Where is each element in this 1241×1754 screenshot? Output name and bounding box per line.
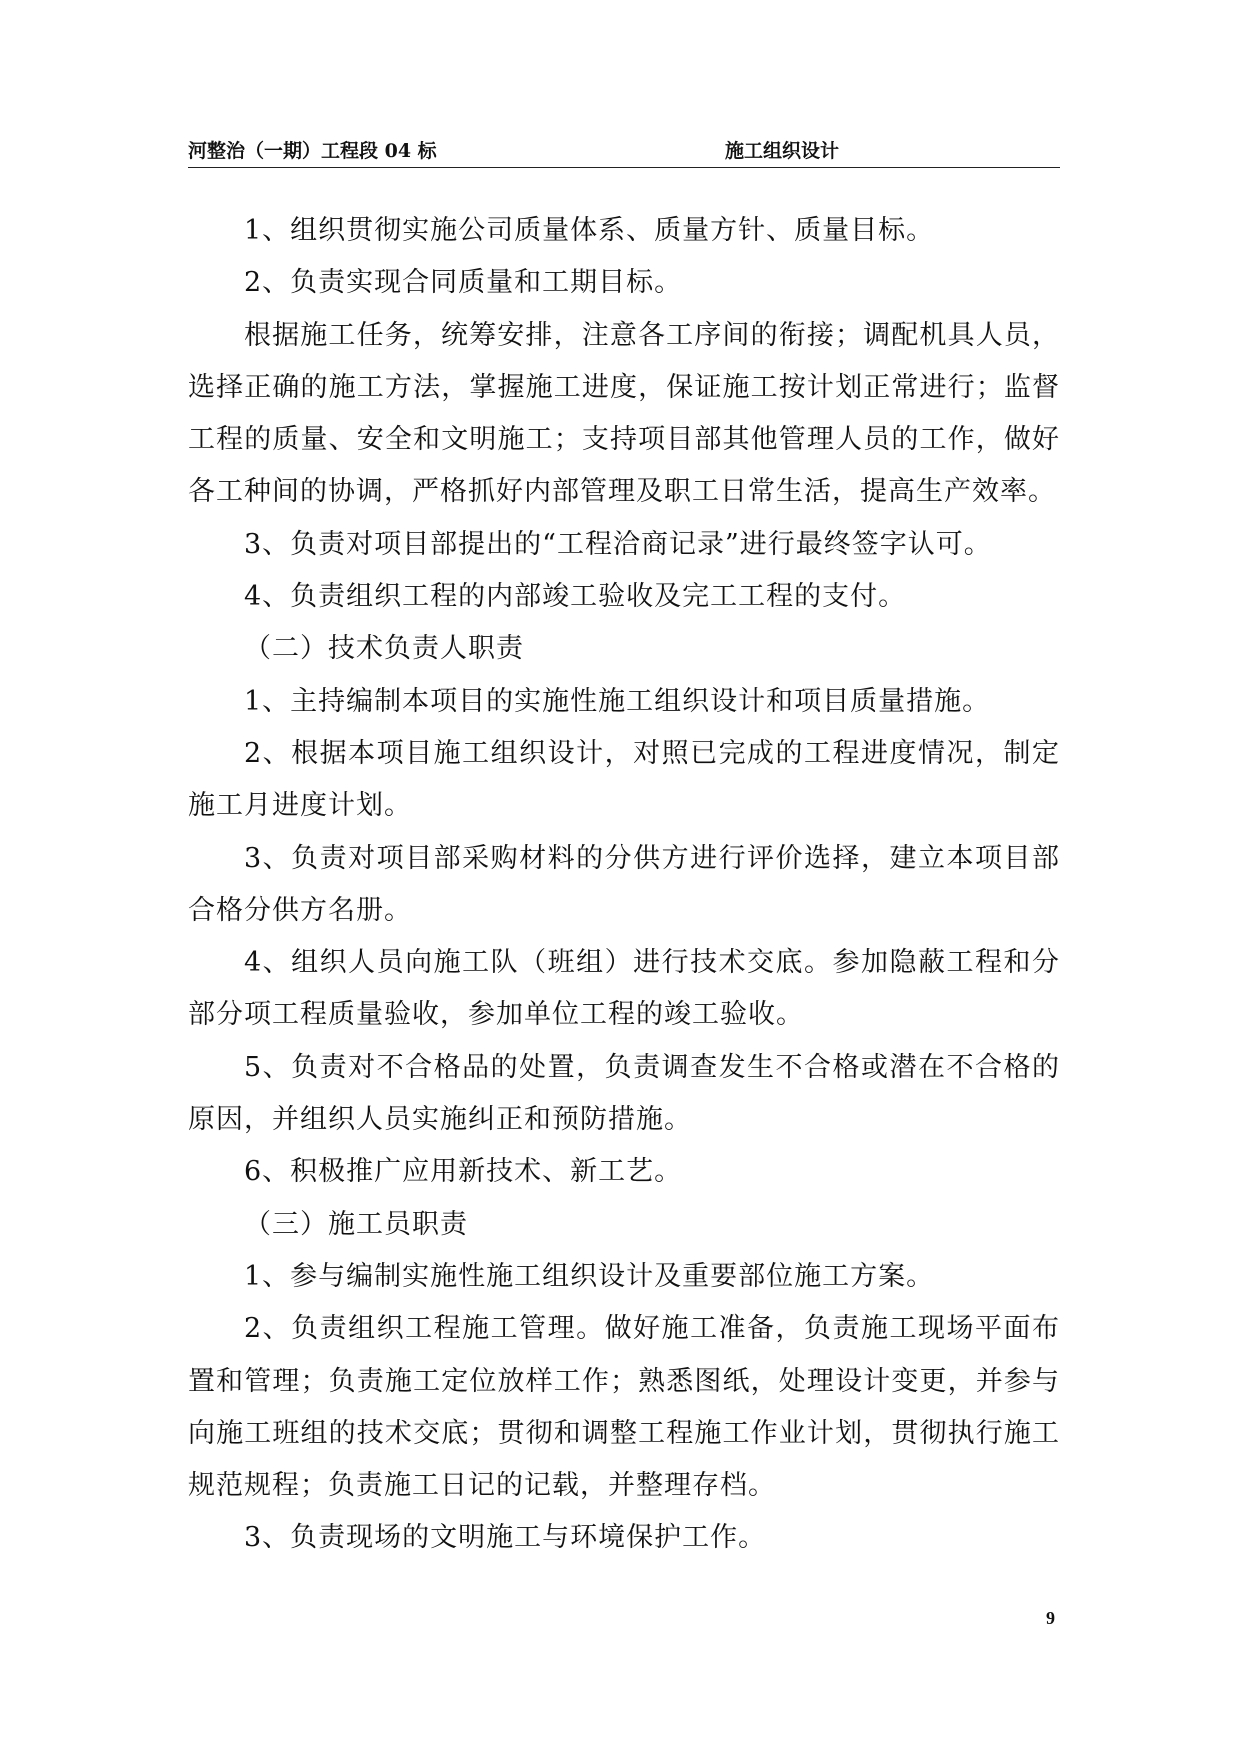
- paragraph-9: 3、负责对项目部采购材料的分供方进行评价选择，建立本项目部合格分供方名册。: [188, 842, 1060, 926]
- paragraph-2: 2、负责实现合同质量和工期目标。: [244, 267, 683, 299]
- paragraph-8: 2、根据本项目施工组织设计，对照已完成的工程进度情况，制定施工月进度计划。: [188, 737, 1060, 822]
- paragraph-5: 4、负责组织工程的内部竣工验收及完工工程的支付。: [244, 581, 907, 613]
- paragraph-12: 6、积极推广应用新技术、新工艺。: [244, 1156, 683, 1188]
- document-body: [188, 205, 1060, 1565]
- paragraph-16: 3、负责现场的文明施工与环境保护工作。: [244, 1522, 767, 1554]
- paragraph-10: 4、组织人员向施工队（班组）进行技术交底。参加隐蔽工程和分部分项工程质量验收，参加单位工程的竣工验收。: [188, 947, 1060, 1031]
- paragraph-1: 1、组织贯彻实施公司质量体系、质量方针、质量目标。: [244, 215, 935, 246]
- section-heading-construction-staff: （三）施工员职责: [244, 1208, 468, 1240]
- page-header: [188, 138, 1060, 168]
- paragraph-15: 2、负责组织工程施工管理。做好施工准备，负责施工现场平面布置和管理；负责施工定位放样工作；熟悉图纸，处理设计变更，并参与向施工班组的技术交底；贯彻和调整工程施工作业计划，贯彻执行施工规范规程；负责施工日记的记载，并整理存档。: [188, 1313, 1060, 1502]
- header-project-title: 河整治（一期）工程段 04 标: [188, 140, 437, 162]
- header-document-type: 施工组织设计: [725, 140, 840, 162]
- paragraph-7: 1、主持编制本项目的实施性施工组织设计和项目质量措施。: [244, 685, 991, 717]
- page-number: 9: [1046, 1608, 1055, 1628]
- paragraph-4: 3、负责对项目部提出的“工程洽商记录”进行最终签字认可。: [244, 528, 992, 560]
- section-heading-technical-lead: （二）技术负责人职责: [244, 633, 524, 665]
- paragraph-3: 根据施工任务，统筹安排，注意各工序间的衔接；调配机具人员，选择正确的施工方法，掌握施工进度，保证施工按计划正常进行；监督工程的质量、安全和文明施工；支持项目部其他管理人员的工作，做好各工种间的协调，严格抓好内部管理及职工日常生活，提高生产效率。: [188, 319, 1060, 508]
- paragraph-14: 1、参与编制实施性施工组织设计及重要部位施工方案。: [244, 1260, 935, 1292]
- paragraph-11: 5、负责对不合格品的处置，负责调查发生不合格或潜在不合格的原因，并组织人员实施纠正和预防措施。: [188, 1051, 1060, 1136]
